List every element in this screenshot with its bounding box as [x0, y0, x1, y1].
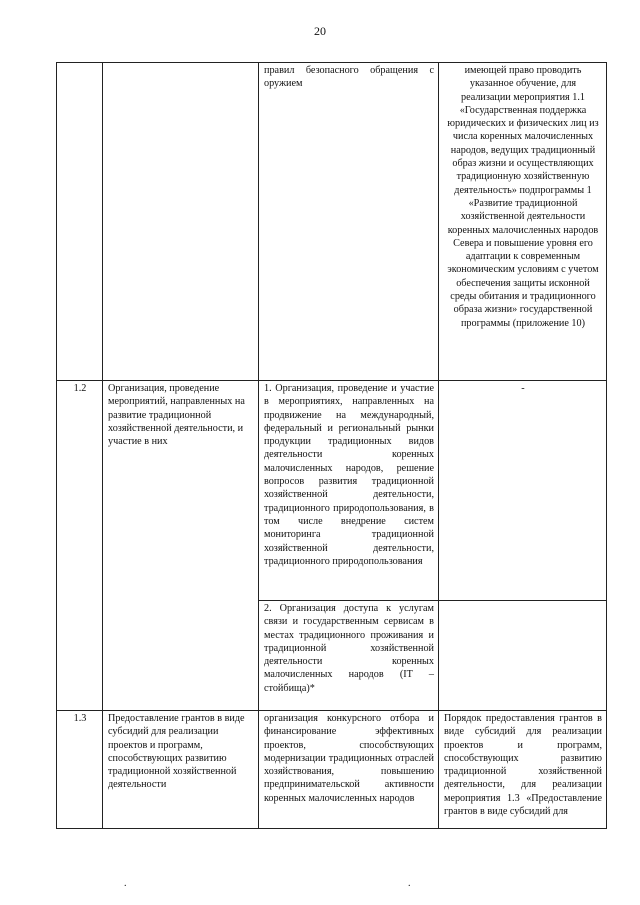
scan-mark: . [124, 878, 127, 889]
measures-table [56, 62, 607, 829]
activity-cell: 2. Организация доступа к услугам связи и государственным сервисам в местах традиционного проживания и традиционной хозяйственной деятельности коренных малочисленных народов (IT – стойбища)* [259, 601, 439, 711]
activity-cell: организация конкурсного отбора и финансирование эффективных проектов, способствующих модернизации традиционных отраслей хозяйствования, повышению предпринимательской активности коренных малочисленных народов [259, 711, 439, 829]
regulation-cell [439, 381, 607, 601]
measure-name-cell: Организация, проведение мероприятий, направленных на развитие традиционной хозяйственной деятельности, и участие в них [103, 381, 259, 711]
page-number: 20 [314, 24, 326, 38]
row-number-cell: 1.2 [57, 381, 103, 711]
regulation-cell: Порядок предоставления грантов в виде субсидий для реализации проектов и программ, способствующих развитию традиционной хозяйственной деятельности, для реализации мероприятия 1.3 «Предоставление грантов в виде субсидий для [439, 711, 607, 829]
activity-cell: 1. Организация, проведение и участие в мероприятиях, направленных на продвижение на международный, федеральный и региональный рынки продукции традиционных видов деятельности коренных малочисленных народов, решение вопросов развития традиционной хозяйственной деятельности, традиционного природопользования, в том числе внедрение систем мониторинга традиционной хозяйственной деятельности, традиционного природопользования [259, 381, 439, 601]
scan-mark: . [408, 878, 411, 889]
row-number-cell: 1.3 [57, 711, 103, 829]
table-row [57, 63, 607, 381]
regulation-cell: имеющей право проводить указанное обучение, для реализации мероприятия 1.1 «Государственная поддержка юридических и физических лиц из числа коренных малочисленных народов, ведущих традиционный образ жизни и осуществляющих традиционную хозяйственную деятельность» подпрограммы 1 «Развитие традиционной хозяйственной деятельности коренных малочисленных народов Севера и повышение уровня его адаптации к современным экономическим условиям с учетом обеспечения защиты исконной среды обитания и традиционного образа жизни» государственной программы (приложение 10) [439, 63, 607, 381]
activity-cell: правил безопасного обращения с оружием [259, 63, 439, 381]
measure-name-cell [103, 63, 259, 381]
measure-name-cell: Предоставление грантов в виде субсидий для реализации проектов и программ, способствующих развитию традиционной хозяйственной деятельности [103, 711, 259, 829]
table-row [57, 381, 607, 601]
table-row [57, 711, 607, 829]
row-number-cell [57, 63, 103, 381]
regulation-cell [439, 601, 607, 711]
dash-text: - [521, 383, 525, 394]
